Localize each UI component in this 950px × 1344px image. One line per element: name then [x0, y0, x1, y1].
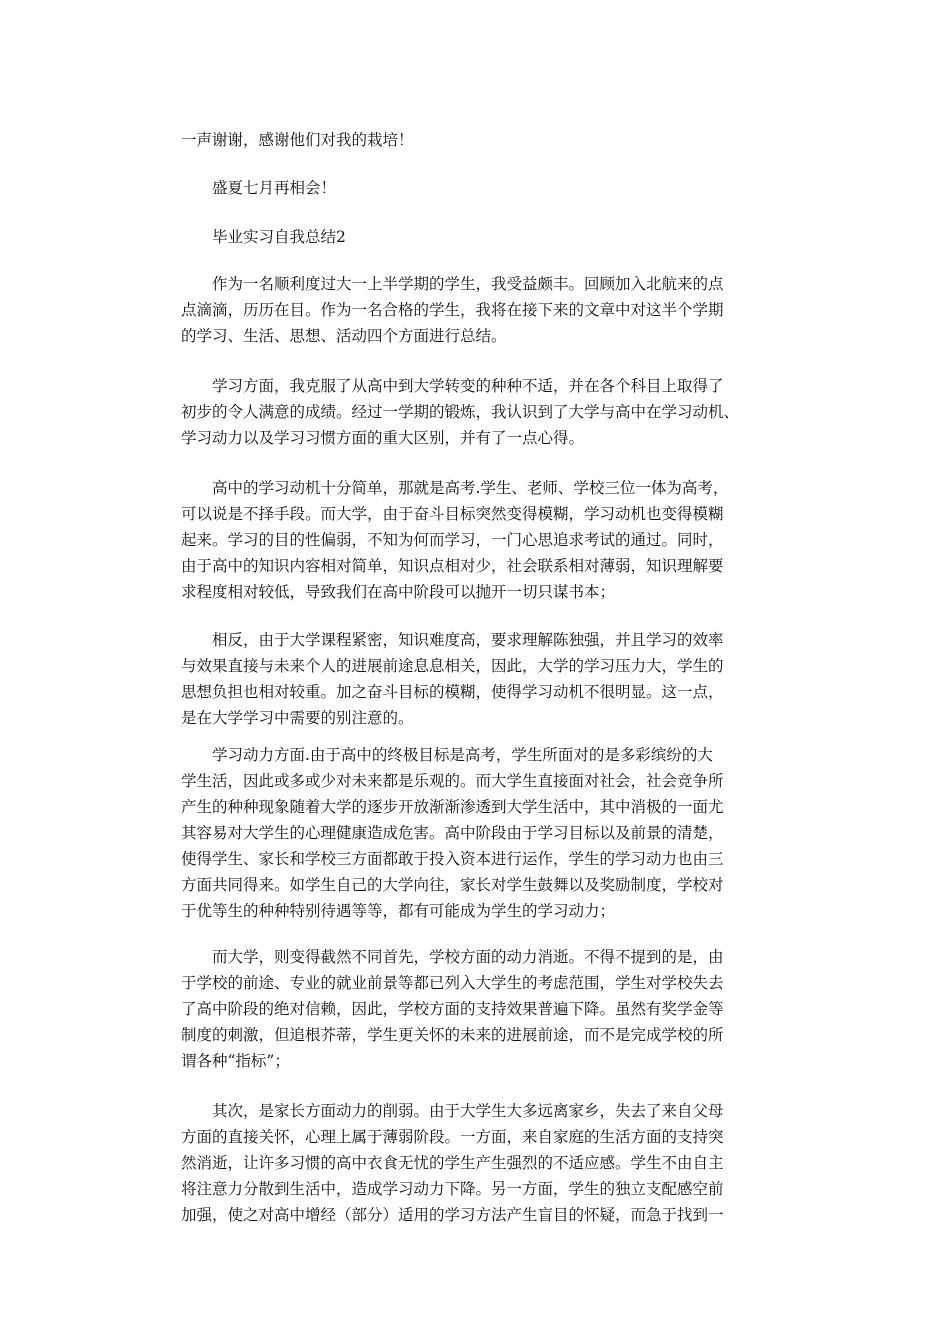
text-line: 初步的令人满意的成绩。经过一学期的锻炼，我认识到了大学与高中在学习动机、 — [181, 403, 740, 421]
text-line: 产生的种种现象随着大学的逐步开放渐渐渗透到大学生活中，其中消极的一面尤 — [181, 798, 724, 816]
text-line: 与效果直接与未来个人的进展前途息息相关，因此，大学的学习压力大，学生的 — [181, 657, 724, 675]
text-line: 学生活，因此或多或少对未来都是乐观的。而大学生直接面对社会，社会竞争所 — [181, 772, 724, 790]
text-line: 点滴滴，历历在目。作为一名合格的学生，我将在接下来的文章中对这半个学期 — [181, 301, 724, 319]
section-title: 毕业实习自我总结2 — [212, 228, 346, 246]
paragraph-6 — [181, 627, 771, 731]
text-line: 学习动力以及学习习惯方面的重大区别，并有了一点心得。 — [181, 429, 585, 447]
text-line: 学习动力方面.由于高中的终极目标是高考，学生所面对的是多彩缤纷的大 — [212, 746, 713, 764]
text-line: 而大学，则变得截然不同首先，学校方面的动力消逝。不得不提到的是，由 — [212, 948, 724, 966]
paragraph-5 — [181, 475, 771, 605]
text-line: 高中的学习动机十分简单，那就是高考.学生、老师、学校三位一体为高考， — [212, 479, 729, 497]
paragraph-7 — [181, 742, 771, 924]
text-line: 使得学生、家长和学校三方面都敢于投入资本进行运作，学生的学习动力也由三 — [181, 850, 724, 868]
paragraph-9 — [181, 1098, 771, 1228]
text-line: 是在大学学习中需要的别注意的。 — [181, 709, 414, 727]
paragraph-3 — [181, 271, 771, 349]
text-line: 将注意力分散到生活中，造成学习动力下降。另一方面，学生的独立支配感空前 — [181, 1180, 724, 1198]
text-line: 相反，由于大学课程紧密，知识难度高，要求理解陈独强，并且学习的效率 — [212, 631, 724, 649]
text-line: 加强，使之对高中增经（部分）适用的学习方法产生盲目的怀疑，而急于找到一 — [181, 1206, 724, 1224]
text-line: 了高中阶段的绝对信赖，因此，学校方面的支持效果普遍下降。虽然有奖学金等 — [181, 1000, 724, 1018]
text-line: 于优等生的种种特别待遇等等，都有可能成为学生的学习动力； — [181, 902, 616, 920]
text-line: 的学习、生活、思想、活动四个方面进行总结。 — [181, 327, 507, 345]
text-line: 其容易对大学生的心理健康造成危害。高中阶段由于学习目标以及前景的清楚， — [181, 824, 724, 842]
text-line: 其次，是家长方面动力的削弱。由于大学生大多远离家乡，失去了来自父母 — [212, 1102, 724, 1120]
text-line: 盛夏七月再相会！ — [212, 179, 337, 197]
section-heading — [181, 224, 771, 250]
text-line: 求程度相对较低，导致我们在高中阶段可以抛开一切只谋书本； — [181, 583, 616, 601]
text-line: 一声谢谢，感谢他们对我的栽培！ — [181, 131, 414, 149]
text-line: 方面共同得来。如学生自己的大学向往，家长对学生鼓舞以及奖励制度，学校对 — [181, 876, 724, 894]
text-line: 学习方面，我克服了从高中到大学转变的种种不适，并在各个科目上取得了 — [212, 377, 724, 395]
paragraph-8 — [181, 944, 771, 1074]
paragraph-4 — [181, 373, 771, 451]
text-line: 谓各种“指标”； — [181, 1052, 290, 1070]
text-line: 方面的直接关怀，心理上属于薄弱阶段。一方面，来自家庭的生活方面的支持突 — [181, 1128, 724, 1146]
paragraph-1 — [181, 175, 771, 201]
text-line: 作为一名顺利度过大一上半学期的学生，我受益颇丰。回顾加入北航来的点 — [212, 275, 724, 293]
text-line: 思想负担也相对较重。加之奋斗目标的模糊，使得学习动机不很明显。这一点， — [181, 683, 724, 701]
text-line: 制度的刺激，但追根芥蒂，学生更关怀的未来的进展前途，而不是完成学校的所 — [181, 1026, 724, 1044]
paragraph-0 — [181, 127, 771, 153]
text-line: 由于高中的知识内容相对简单，知识点相对少，社会联系相对薄弱，知识理解要 — [181, 557, 724, 575]
text-line: 于学校的前途、专业的就业前景等都已列入大学生的考虑范围，学生对学校失去 — [181, 974, 724, 992]
text-line: 然消逝，让许多习惯的高中衣食无忧的学生产生强烈的不适应感。学生不由自主 — [181, 1154, 724, 1172]
text-line: 可以说是不择手段。而大学，由于奋斗目标突然变得模糊，学习动机也变得模糊 — [181, 505, 724, 523]
text-line: 起来。学习的目的性偏弱，不知为何而学习，一门心思追求考试的通过。同时， — [181, 531, 724, 549]
